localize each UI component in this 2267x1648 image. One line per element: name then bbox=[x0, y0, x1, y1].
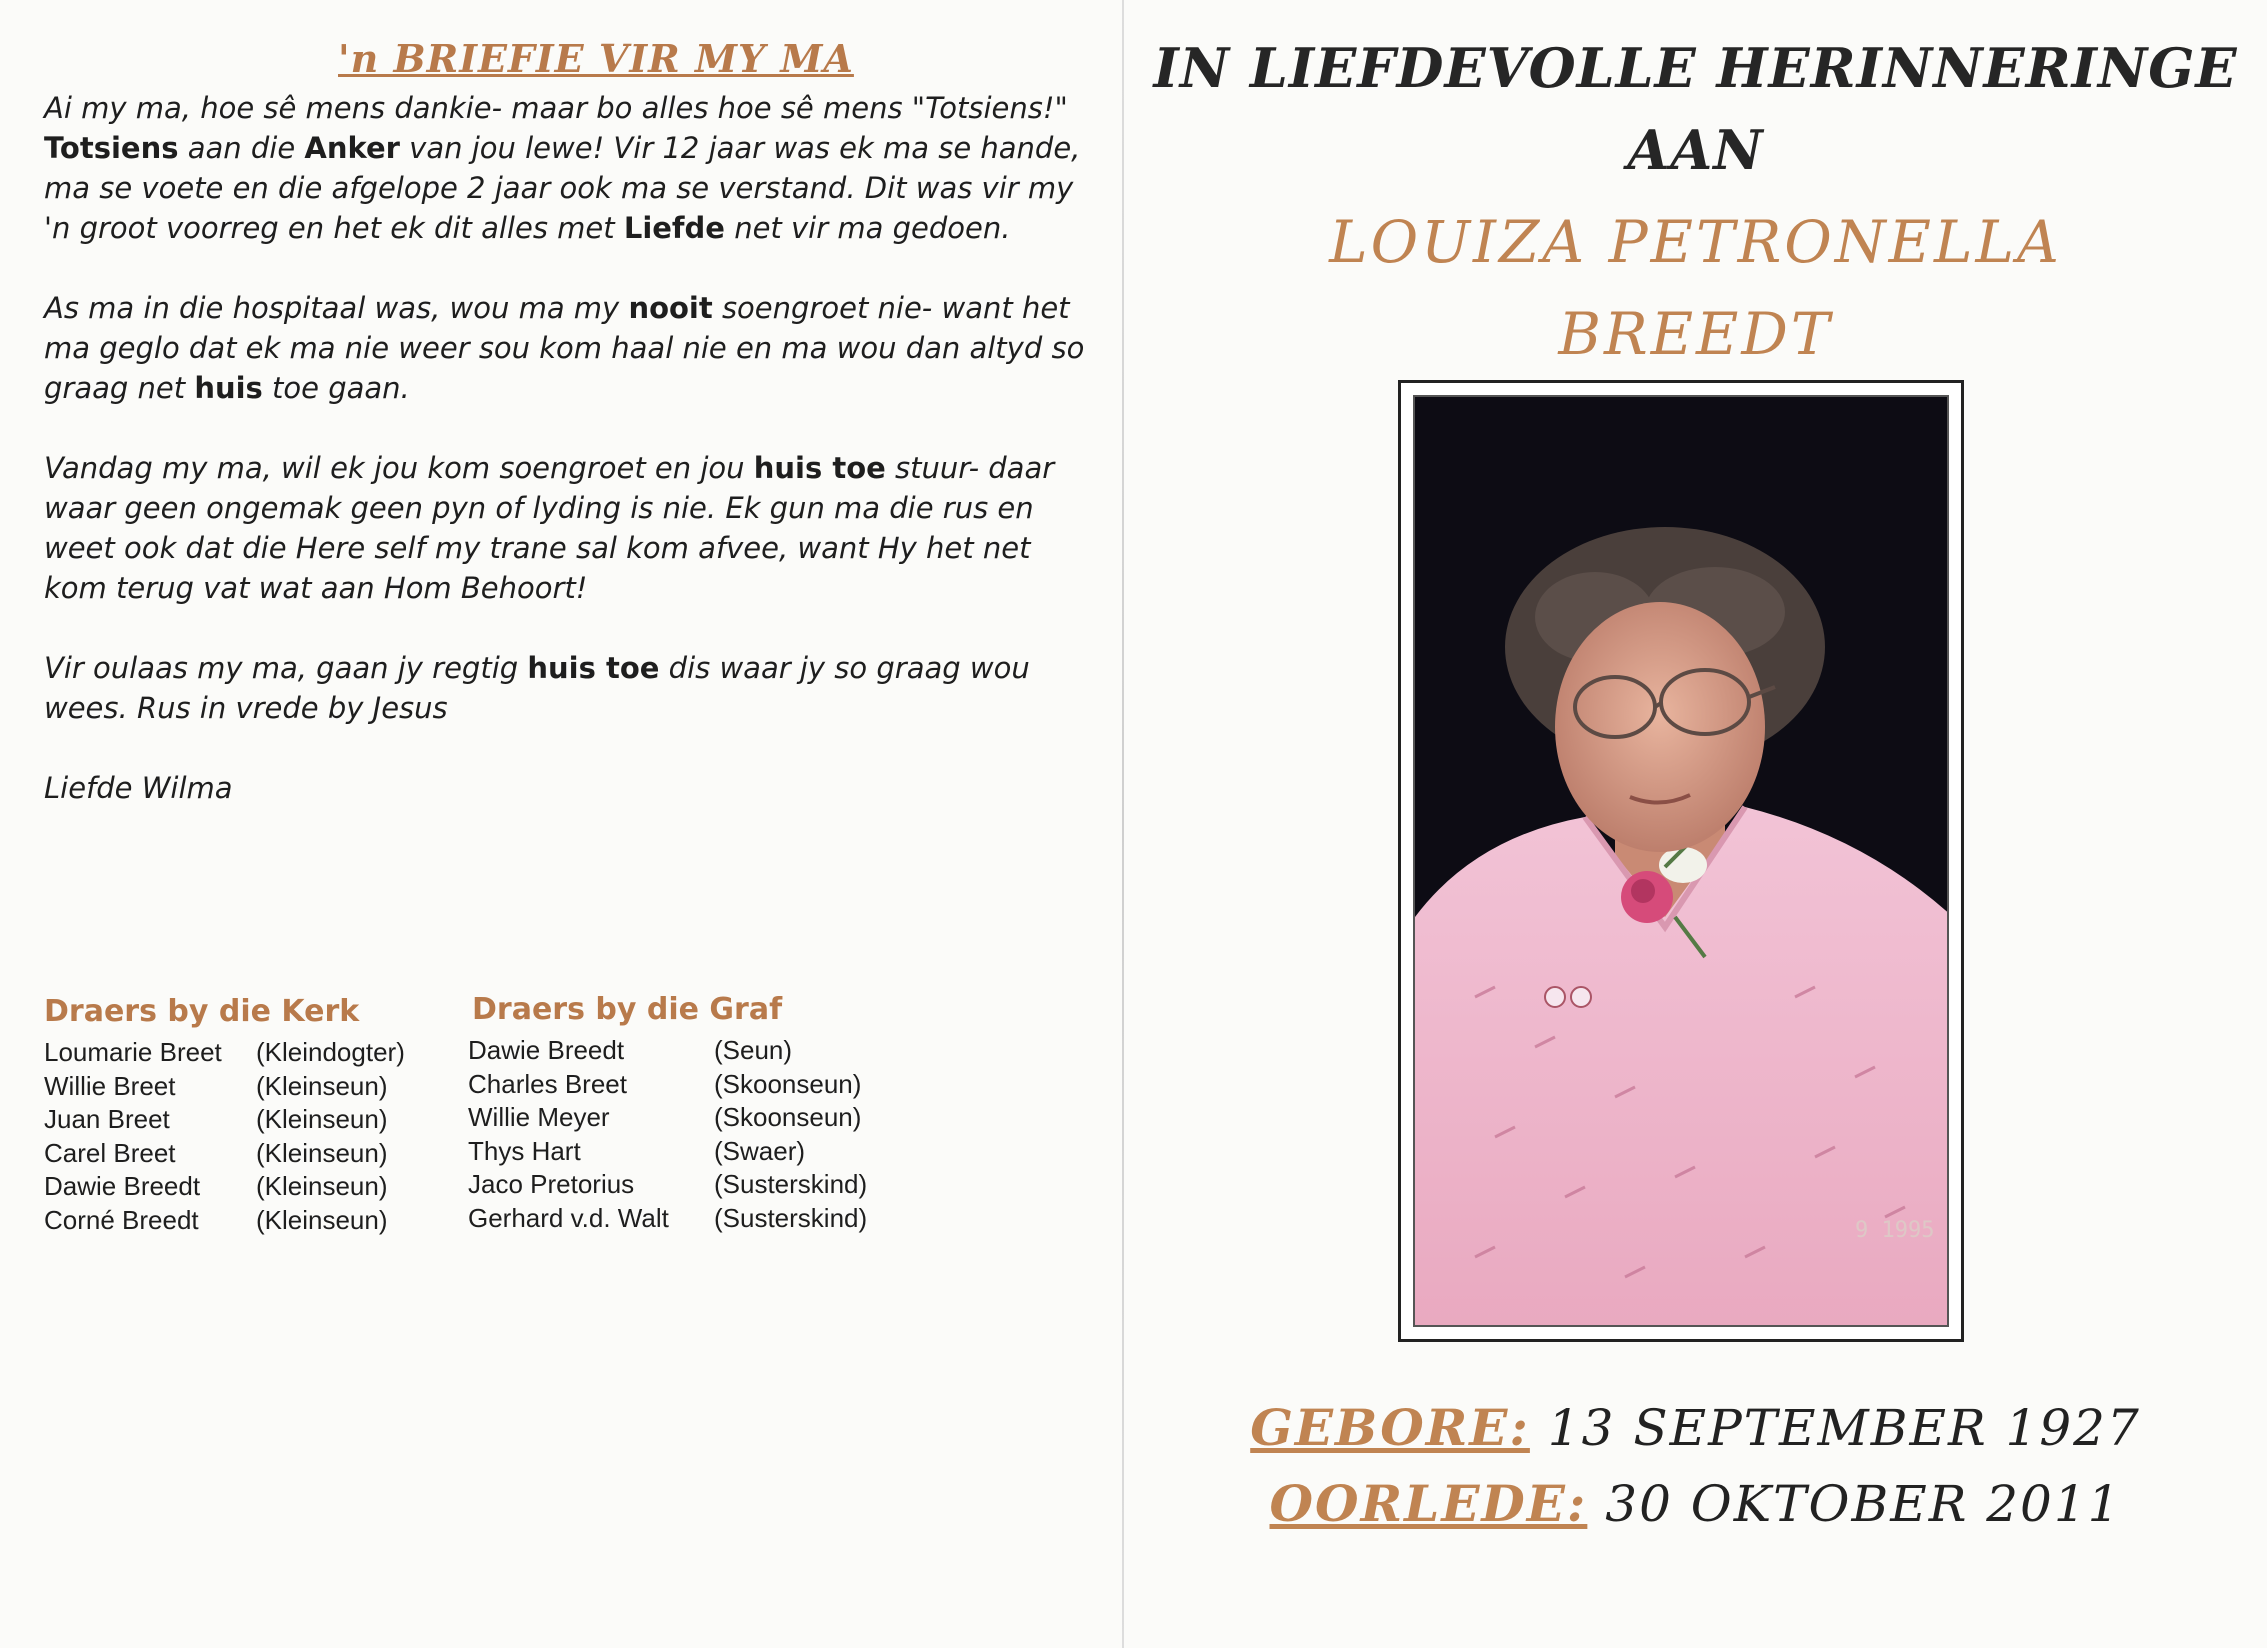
letter-text: toe gaan. bbox=[262, 371, 410, 405]
letter-paragraph bbox=[44, 648, 1094, 728]
bearer-row bbox=[468, 1168, 898, 1202]
bearer-relation: (Kleinseun) bbox=[256, 1171, 388, 1201]
bearer-relation: (Kleinseun) bbox=[256, 1137, 388, 1168]
letter-text: net vir ma gedoen. bbox=[724, 211, 1011, 245]
bearer-relation: (Kleindogter) bbox=[256, 1037, 405, 1067]
letter-text: Ai my ma, hoe sê mens dankie- maar bo alles hoe sê mens "Totsiens!" bbox=[44, 91, 1068, 125]
died-line bbox=[1124, 1474, 2267, 1533]
bearer-relation: (Kleinseun) bbox=[256, 1104, 388, 1134]
memorial-heading-aan: AAN bbox=[1627, 118, 1764, 182]
bearer-row bbox=[468, 1202, 898, 1236]
letter-emphasis: Totsiens bbox=[44, 131, 179, 165]
letter-title: 'n BRIEFIE VIR MY MA bbox=[338, 36, 854, 81]
letter-emphasis: huis bbox=[194, 371, 263, 405]
bearer-name: Dawie Breedt bbox=[468, 1035, 625, 1065]
letter-emphasis: Anker bbox=[304, 131, 400, 165]
bearer-row bbox=[44, 1137, 464, 1171]
letter-text: aan die bbox=[178, 131, 305, 165]
bearer-name: Charles Breet bbox=[468, 1068, 627, 1099]
bearer-row bbox=[468, 1101, 898, 1135]
grave-bearers-list bbox=[468, 1034, 898, 1235]
deceased-surname: BREEDT bbox=[1558, 300, 1833, 368]
grave-bearers-heading: Draers by die Graf bbox=[472, 992, 783, 1027]
letter-emphasis: huis toe bbox=[753, 451, 886, 485]
bearer-name: Loumarie Breet bbox=[44, 1037, 222, 1067]
bearer-row bbox=[468, 1034, 898, 1068]
bearer-row bbox=[468, 1135, 898, 1169]
bearer-row bbox=[44, 1170, 464, 1204]
bearer-row bbox=[44, 1204, 464, 1238]
church-bearers-heading: Draers by die Kerk bbox=[44, 994, 360, 1029]
bearer-relation: (Skoonseun) bbox=[714, 1068, 862, 1099]
letter-text: dis waar jy so graag wou wees. Rus in vrede by Jesus bbox=[44, 651, 1030, 725]
bearer-name: Dawie Breedt bbox=[44, 1171, 201, 1201]
letter-paragraph bbox=[44, 288, 1094, 408]
letter-text: van jou lewe! Vir 12 jaar was ek ma se hande, ma se voete en die afgelope 2 jaar ook ma se verstand. Dit was vir my 'n groot voorreg en het ek dit alles met bbox=[44, 131, 1081, 245]
bearer-name: Willie Breet bbox=[44, 1070, 176, 1101]
bearer-row bbox=[468, 1068, 898, 1102]
letter-emphasis: nooit bbox=[628, 291, 713, 325]
portrait-photo bbox=[1413, 395, 1949, 1327]
letter-body bbox=[44, 88, 1094, 848]
bearer-relation: (Kleinseun) bbox=[256, 1204, 388, 1235]
bearer-relation: (Susterskind) bbox=[714, 1202, 868, 1233]
bearer-relation: (Seun) bbox=[714, 1035, 793, 1065]
bearer-relation: (Swaer) bbox=[714, 1135, 806, 1166]
bearer-name: Juan Breet bbox=[44, 1104, 170, 1134]
died-date: 30 OKTOBER 2011 bbox=[1605, 1475, 2122, 1533]
memorial-heading: IN LIEFDEVOLLE HERINNERINGE bbox=[1153, 36, 2238, 100]
letter-paragraph bbox=[44, 88, 1094, 248]
bearer-relation: (Susterskind) bbox=[714, 1169, 868, 1199]
bearer-row bbox=[44, 1103, 464, 1137]
letter-emphasis: huis toe bbox=[527, 651, 660, 685]
letter-text: As ma in die hospitaal was, wou ma my bbox=[44, 291, 629, 325]
born-line bbox=[1124, 1398, 2267, 1457]
letter-text: soengroet nie- want het ma geglo dat ek ma nie weer sou kom haal nie en ma wou dan altyd so graag net bbox=[44, 291, 1085, 405]
bearer-row bbox=[44, 1070, 464, 1104]
bearer-name: Jaco Pretorius bbox=[468, 1169, 635, 1199]
portrait-frame bbox=[1398, 380, 1964, 1342]
bearer-name: Corné Breedt bbox=[44, 1204, 199, 1235]
letter-paragraph bbox=[44, 448, 1094, 608]
bearer-name: Gerhard v.d. Walt bbox=[468, 1202, 669, 1233]
bearer-name: Carel Breet bbox=[44, 1137, 176, 1168]
letter-text: stuur- daar waar geen ongemak geen pyn of lyding is nie. Ek gun ma die rus en weet ook dat die Here self my trane sal kom afvee, want Hy het net kom terug vat wat aan Hom Behoort! bbox=[44, 451, 1055, 605]
bearer-relation: (Skoonseun) bbox=[714, 1102, 862, 1132]
letter-emphasis: Liefde bbox=[623, 211, 725, 245]
bearer-relation: (Kleinseun) bbox=[256, 1070, 388, 1101]
letter-paragraph bbox=[44, 768, 1094, 808]
deceased-first-names: LOUIZA PETRONELLA bbox=[1329, 208, 2062, 276]
photo-datestamp: 9 1995 bbox=[1855, 1218, 1935, 1243]
letter-text: Liefde Wilma bbox=[44, 771, 233, 805]
church-bearers-list bbox=[44, 1036, 464, 1237]
letter-text: Vandag my ma, wil ek jou kom soengroet en jou bbox=[44, 451, 754, 485]
born-date: 13 SEPTEMBER 1927 bbox=[1547, 1399, 2141, 1457]
bearer-row bbox=[44, 1036, 464, 1070]
bearer-name: Thys Hart bbox=[468, 1135, 581, 1166]
letter-text: Vir oulaas my ma, gaan jy regtig bbox=[44, 651, 528, 685]
portrait-illustration bbox=[1415, 397, 1949, 1327]
left-page bbox=[0, 0, 1120, 1648]
bearer-name: Willie Meyer bbox=[468, 1102, 610, 1132]
died-label: OORLEDE: bbox=[1269, 1474, 1588, 1533]
born-label: GEBORE: bbox=[1250, 1398, 1530, 1457]
